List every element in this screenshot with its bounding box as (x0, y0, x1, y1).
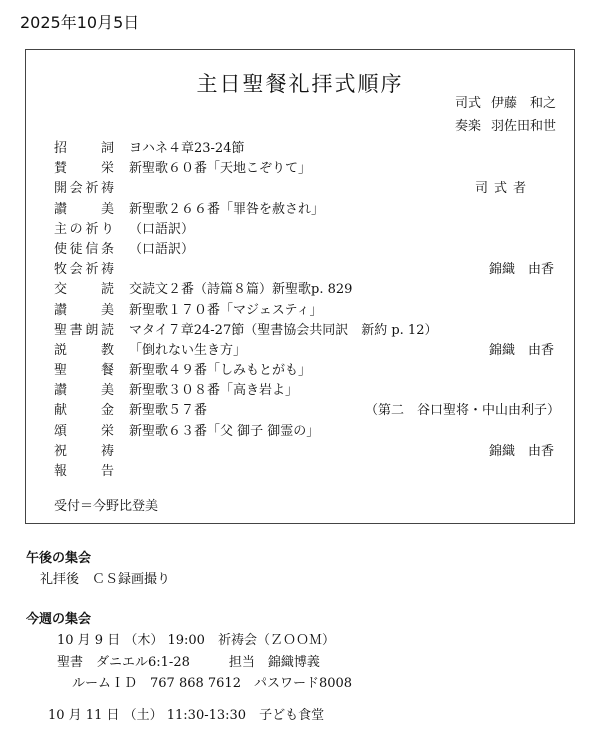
order-item (54, 200, 554, 220)
item-content: 「倒れない生き方」 (129, 342, 247, 358)
item-label: 開会祈祷 (54, 181, 114, 197)
week-kids-cafeteria: 10 月 11 日 （土） 11:30-13:30 子ども食堂 (48, 708, 325, 723)
item-content: 新聖歌６０番「天地こぞりて」 (129, 161, 312, 177)
item-label: 祝 祷 (54, 443, 114, 459)
item-content: 新聖歌４９番「しみもとがも」 (129, 363, 312, 379)
item-leader: （第二 谷口聖将・中山由利子） (364, 403, 560, 419)
role-label: 司式 (454, 96, 481, 111)
item-content: 新聖歌５７番 (129, 403, 208, 419)
item-leader: 錦織 由香 (488, 443, 554, 459)
item-label: 聖 餐 (54, 363, 114, 379)
organist-line (455, 118, 556, 136)
item-content: ヨハネ４章23-24節 (129, 141, 245, 156)
week-heading: 今週の集会 (26, 612, 92, 627)
role-name: 伊藤 和之 (490, 96, 556, 111)
page-date: 2025年10月5日 (20, 13, 140, 32)
item-leader: 錦織 由香 (488, 342, 554, 358)
item-content: （口語訳） (129, 221, 195, 237)
role-label: 奏楽 (454, 119, 481, 134)
order-item (54, 442, 554, 462)
order-item (54, 462, 554, 482)
worship-order-box (25, 49, 575, 524)
order-item (54, 139, 554, 159)
order-item (54, 301, 554, 321)
order-item (54, 179, 554, 199)
item-label: 讃 美 (54, 201, 114, 217)
order-item (54, 220, 554, 240)
item-label: 献 金 (54, 403, 114, 419)
order-item (54, 381, 554, 401)
week-zoom-info: ルームＩＤ 767 868 7612 パスワード8008 (72, 676, 353, 691)
order-item (54, 401, 560, 421)
item-content: マタイ７章24-27節（聖書協会共同訳 新約 p. 12） (129, 322, 438, 338)
item-label: 讃 美 (54, 383, 114, 399)
item-label: 賛 栄 (54, 161, 114, 177)
item-leader: 錦織 由香 (488, 262, 554, 278)
item-label: 聖書朗読 (54, 322, 114, 338)
item-label: 説 教 (54, 342, 114, 358)
item-label: 使徒信条 (54, 241, 114, 257)
afternoon-line: 礼拝後 ＣＳ録画撮り (40, 572, 171, 587)
item-content: 新聖歌３０８番「高き岩よ」 (129, 383, 299, 399)
order-item (54, 260, 554, 280)
order-items (54, 139, 560, 482)
item-leader: 司式者 (474, 181, 532, 197)
reception-line: 受付＝今野比登美 (54, 499, 159, 514)
item-label: 頌 栄 (54, 423, 114, 439)
item-content: 新聖歌６３番「父 御子 御霊の」 (129, 423, 320, 439)
item-label: 牧会祈祷 (54, 262, 114, 278)
role-name: 羽佐田和世 (490, 119, 556, 134)
order-item (54, 159, 554, 179)
officiant-line (455, 95, 556, 113)
order-item (54, 422, 554, 442)
order-item (54, 361, 554, 381)
week-bible-passage: 聖書 ダニエル6:1-28 担当 錦織博義 (57, 655, 320, 670)
item-content: 新聖歌２６６番「罪咎を赦され」 (129, 201, 325, 217)
item-label: 讃 美 (54, 302, 114, 318)
item-label: 招 詞 (54, 141, 114, 156)
item-content: 新聖歌１７０番「マジェスティ」 (129, 302, 323, 318)
order-item (54, 341, 554, 361)
order-item (54, 280, 554, 300)
item-content: （口語訳） (129, 241, 195, 257)
afternoon-heading: 午後の集会 (26, 551, 92, 566)
item-label: 報 告 (54, 464, 114, 479)
order-item (54, 321, 554, 341)
item-content: 交読文２番（詩篇８篇）新聖歌p. 829 (129, 282, 353, 298)
week-prayer-meeting: 10 月 9 日 （木） 19:00 祈祷会（ＺＯＯＭ） (57, 633, 335, 648)
item-label: 主の祈り (54, 221, 114, 237)
order-title: 主日聖餐礼拝式順序 (196, 72, 404, 96)
item-label: 交 読 (54, 282, 114, 298)
order-item (54, 240, 554, 260)
